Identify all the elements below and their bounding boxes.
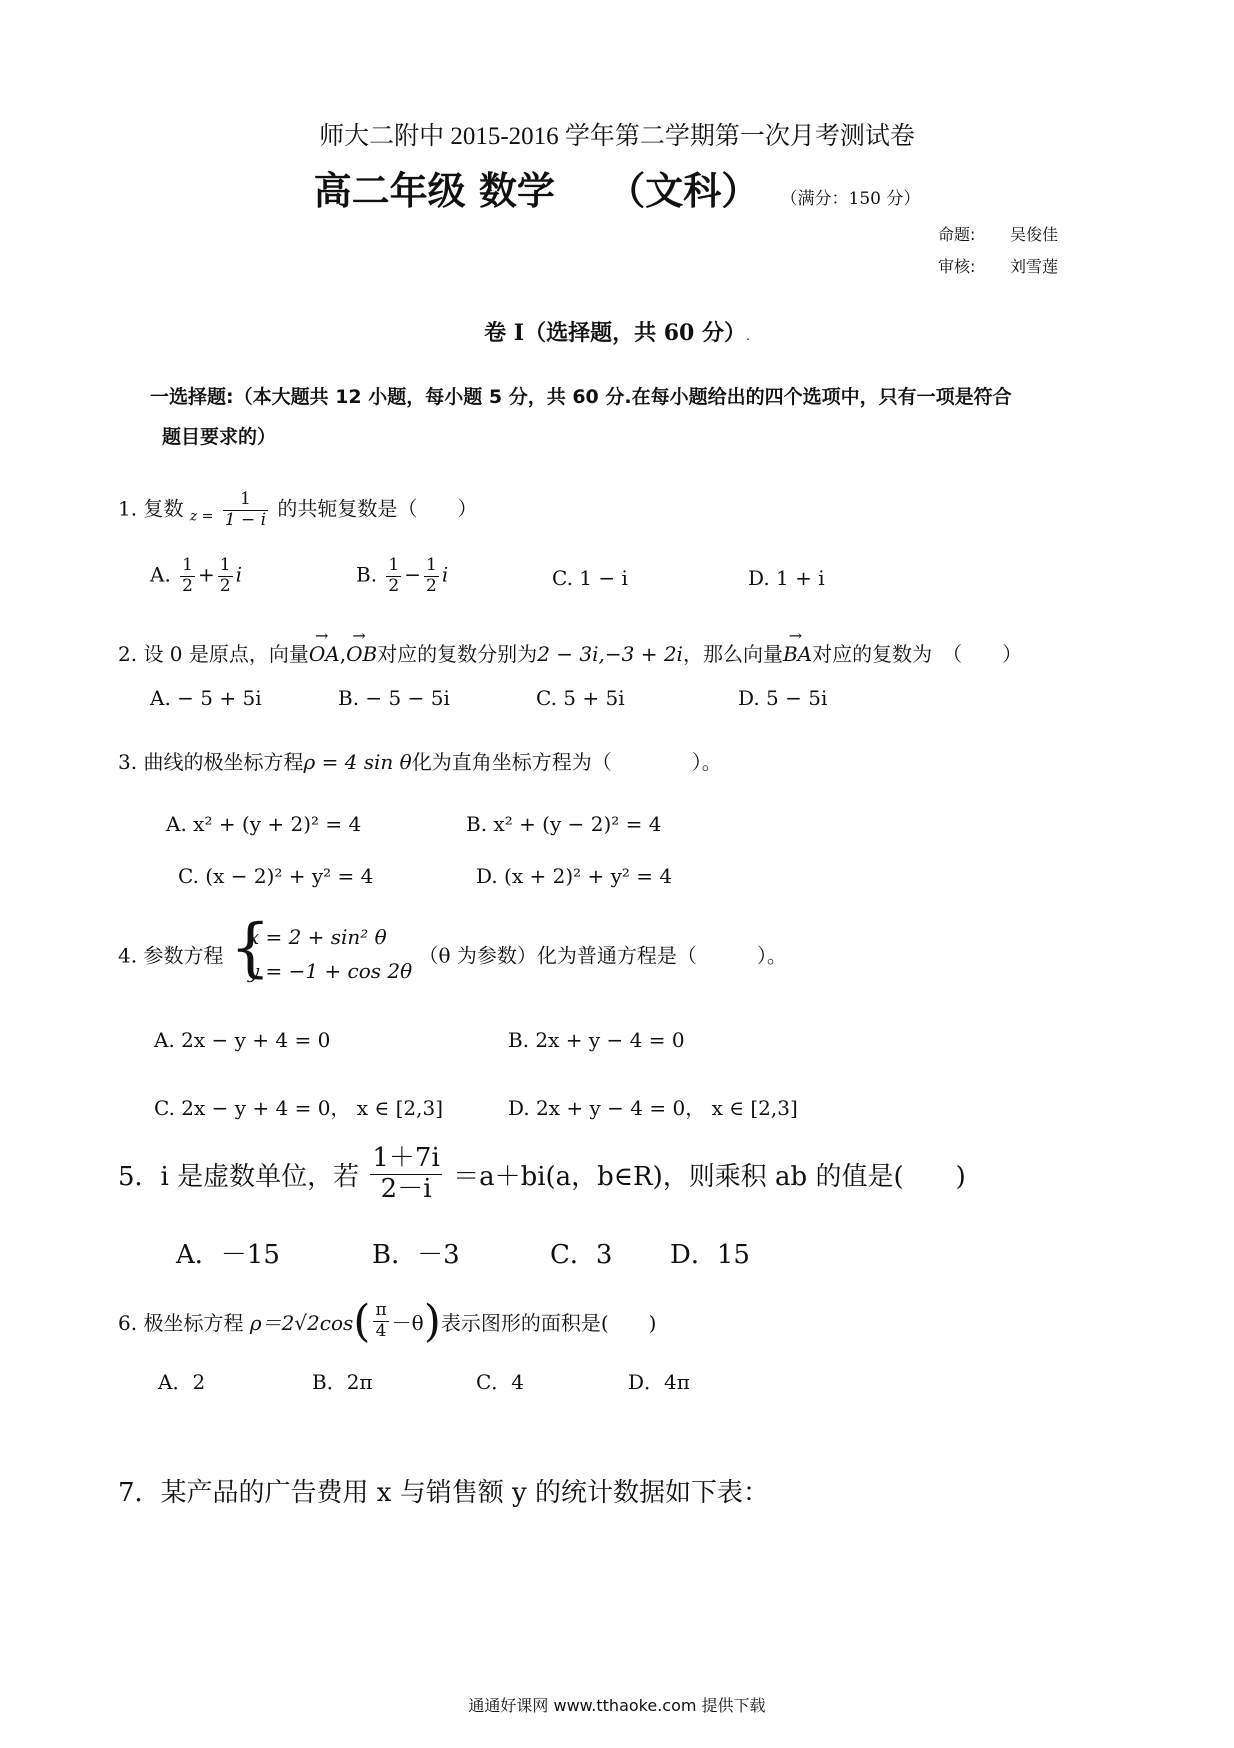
reviewer-name: 刘雪莲 [1010,257,1059,276]
q5-option-c[interactable]: C．3 [550,1240,613,1270]
part-title: 卷 I（选择题，共 60 分）. [484,320,750,346]
reviewer-line [938,254,1058,277]
school-line: 师大二附中 2015-2016 学年第二学期第一次月考测试卷 [319,123,915,150]
q1-option-b[interactable]: B. $\frac{1}{2}$ − $\frac{1}{2}$ i [356,555,449,596]
exam-title [0,160,1234,215]
q2-option-b[interactable]: B. − 5 − 5i [338,686,450,710]
q2-option-d[interactable]: D. 5 − 5i [738,686,828,710]
question-4: 4. 参数方程 { x = 2 + sin² θ y = −1 + cos 2θ （θ 为参数）化为普通方程是（ ）。 [118,920,787,988]
q4-option-c[interactable]: C. 2x − y + 4 = 0， x ∈ [2,3] [154,1096,444,1120]
question-6: 6. 极坐标方程 ρ＝2√2cos( $\frac{\pi}{4}$ －θ)表示图形的面积是( ) [118,1296,657,1347]
q4-option-d[interactable]: D. 2x + y − 4 = 0， x ∈ [2,3] [508,1096,798,1120]
title-text: 高二年级 数学 [313,168,555,213]
instruction-line-2: 题目要求的） [162,426,277,448]
q6-option-c[interactable]: C．4 [476,1370,525,1394]
q6-option-b[interactable]: B．2π [312,1370,373,1394]
footer-text: 通通好课网 www.tthaoke.com 提供下载 [468,1696,766,1715]
q3-option-a[interactable]: A. x² + (y + 2)² = 4 [166,812,362,836]
q4-option-b[interactable]: B. 2x + y − 4 = 0 [508,1028,685,1052]
question-2: 2. 设 0 是原点，向量→ OA,→ OB对应的复数分别为2 − 3i,−3 + 2i，那么向量→ BA对应的复数为 （ ） [118,638,1022,667]
q5-option-a[interactable]: A．－15 [176,1240,280,1270]
setter-label: 命题: [938,225,976,244]
q2-option-c[interactable]: C. 5 + 5i [536,686,625,710]
question-1: 1. 复数 $_{z =}$ $\frac{1}{1 - i}$ 的共轭复数是（ ） [118,489,478,530]
full-score: （满分：150 分） [780,189,921,209]
question-5: 5．i 是虚数单位，若 $\frac{1+7i}{2-i}$ ＝a＋bi(a，b∈R)，则乘积 ab 的值是( ) [118,1143,966,1204]
instruction-line-1: 一选择题:（本大题共 12 小题，每小题 5 分，共 60 分.在每小题给出的四个选项中，只有一项是符合 [150,386,1012,408]
question-7: 7．某产品的广告费用 x 与销售额 y 的统计数据如下表： [118,1478,769,1508]
q5-option-b[interactable]: B．－3 [372,1240,460,1270]
q1-option-a[interactable]: A. $\frac{1}{2}$ + $\frac{1}{2}$ i [150,555,242,596]
q3-option-c[interactable]: C. (x − 2)² + y² = 4 [178,864,374,888]
q2-option-a[interactable]: A. − 5 + 5i [150,686,262,710]
q6-option-d[interactable]: D．4π [628,1370,690,1394]
setter-name: 吴俊佳 [1010,225,1059,244]
q1-fraction: $\frac{1}{1 - i}$ [224,489,267,530]
q3-option-d[interactable]: D. (x + 2)² + y² = 4 [476,864,673,888]
setter-line [938,222,1058,245]
q4-equation-system: { x = 2 + sin² θ y = −1 + cos 2θ [229,911,413,985]
q4-option-a[interactable]: A. 2x − y + 4 = 0 [154,1028,331,1052]
q1-option-c[interactable]: C. 1 − i [552,566,628,590]
subject-text: （文科） [607,168,760,213]
q3-option-b[interactable]: B. x² + (y − 2)² = 4 [466,812,662,836]
reviewer-label: 审核: [938,257,976,276]
q5-option-d[interactable]: D．15 [670,1240,750,1270]
question-3: 3. 曲线的极坐标方程ρ = 4 sin θ化为直角坐标方程为（ ）。 [118,750,722,774]
q6-option-a[interactable]: A．2 [158,1370,206,1394]
q5-fraction: $\frac{1+7i}{2-i}$ [372,1143,440,1204]
q1-option-d[interactable]: D. 1 + i [748,566,825,590]
